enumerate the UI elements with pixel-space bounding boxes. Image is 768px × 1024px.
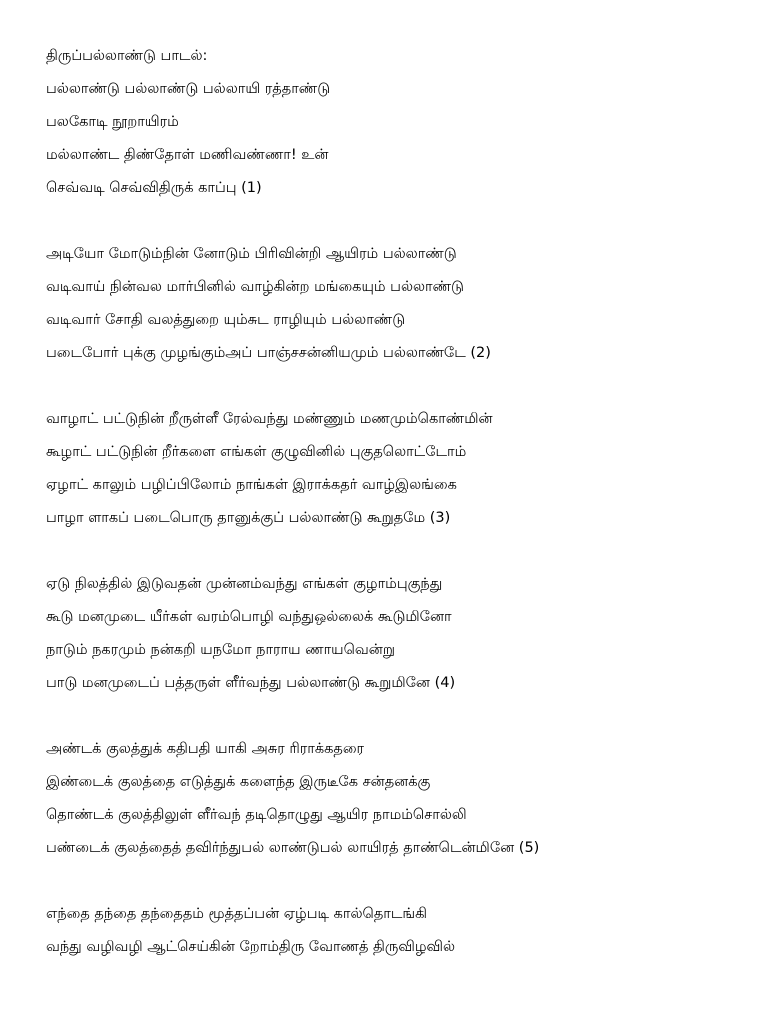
verse-line: பலகோடி நூறாயிரம்: [46, 114, 179, 130]
verse-line: அண்டக் குலத்துக் கதிபதி யாகி அசுர ரிராக்கதரை: [46, 741, 365, 757]
verse-line: படைபோர் புக்கு முழங்கும்அப் பாஞ்சசன்னியமும் பல்லாண்டே (2): [46, 345, 491, 361]
verse-line: பண்டைக் குலத்தைத் தவிர்ந்துபல் லாண்டுபல் லாயிரத் தாண்டென்மினே (5): [46, 840, 540, 856]
verse-line: ஏழாட் காலும் பழிப்பிலோம் நாங்கள் இராக்கதர் வாழ்இலங்கை: [46, 477, 457, 493]
stanza-3: [46, 409, 746, 541]
stanza-6: [46, 904, 746, 970]
document-page: [46, 46, 746, 970]
verse-line: பல்லாண்டு பல்லாண்டு பல்லாயி ரத்தாண்டு: [46, 81, 331, 97]
verse-line: பாழா ளாகப் படைபொரு தானுக்குப் பல்லாண்டு கூறுதமே (3): [46, 510, 451, 526]
stanza-5: [46, 739, 746, 871]
verse-line: வடிவார் சோதி வலத்துறை யும்சுட ராழியும் பல்லாண்டு: [46, 312, 406, 328]
stanza-gap: [46, 871, 746, 904]
verse-line: வடிவாய் நின்வல மார்பினில் வாழ்கின்ற மங்கையும் பல்லாண்டு: [46, 279, 464, 295]
verse-line: வாழாட் பட்டுநின் றீருள்ளீ ரேல்வந்து மண்ணும் மணமும்கொண்மின்: [46, 411, 493, 427]
verse-line: ஏடு நிலத்தில் இடுவதன் முன்னம்வந்து எங்கள் குழாம்புகுந்து: [46, 576, 443, 592]
document-title: திருப்பல்லாண்டு பாடல்:: [46, 48, 208, 64]
verse-line: கூழாட் பட்டுநின் றீர்களை எங்கள் குழுவினில் புகுதலொட்டோம்: [46, 444, 467, 460]
stanza-2: [46, 244, 746, 376]
verse-line: இண்டைக் குலத்தை எடுத்துக் களைந்த இருடீகே சன்தனக்கு: [46, 774, 431, 790]
verse-line: நாடும் நகரமும் நன்கறி யநமோ நாராய ணாயவென்று: [46, 642, 395, 658]
verse-line: செவ்வடி செவ்விதிருக் காப்பு (1): [46, 180, 262, 196]
stanza-gap: [46, 706, 746, 739]
verse-line: எந்தை தந்தை தந்தைதம் மூத்தப்பன் ஏழ்படி கால்தொடங்கி: [46, 906, 427, 922]
verse-line: பாடு மனமுடைப் பத்தருள் ளீர்வந்து பல்லாண்டு கூறுமினே (4): [46, 675, 456, 691]
verse-line: கூடு மனமுடை யீர்கள் வரம்பொழி வந்துஒல்லைக் கூடுமினோ: [46, 609, 452, 625]
stanza-gap: [46, 376, 746, 409]
verse-line: மல்லாண்ட திண்தோள் மணிவண்ணா! உன்: [46, 147, 329, 163]
verse-line: அடியோ மோடும்நின் னோடும் பிரிவின்றி ஆயிரம் பல்லாண்டு: [46, 246, 457, 262]
stanza-1: [46, 79, 746, 211]
verse-line: வந்து வழிவழி ஆட்செய்கின் றோம்திரு வோணத் திருவிழவில்: [46, 939, 456, 955]
stanza-4: [46, 574, 746, 706]
verse-line: தொண்டக் குலத்திலுள் ளீர்வந் தடிதொழுது ஆயிர நாமம்சொல்லி: [46, 807, 467, 823]
stanza-gap: [46, 541, 746, 574]
stanza-gap: [46, 211, 746, 244]
